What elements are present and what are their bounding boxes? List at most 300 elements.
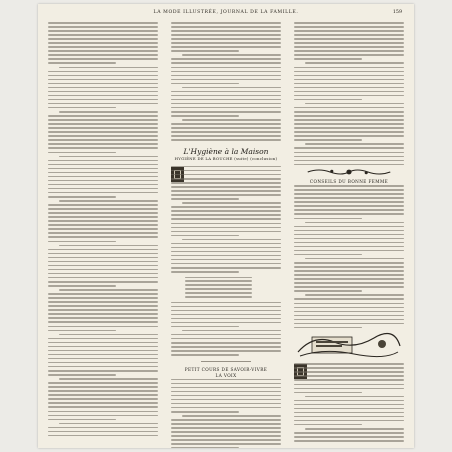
- text-line: [48, 204, 158, 206]
- text-line: [59, 423, 158, 425]
- text-line: [294, 234, 404, 236]
- text-line: [59, 200, 158, 202]
- text-line: [294, 298, 404, 300]
- text-line: [48, 431, 158, 433]
- text-line: [294, 404, 404, 406]
- text-line: [171, 271, 239, 273]
- text-line: [171, 34, 281, 36]
- text-line: [171, 46, 281, 48]
- table-line: [185, 280, 252, 282]
- text-line: [48, 196, 116, 198]
- hygiene-article-text-end: [171, 302, 281, 356]
- text-line: [171, 231, 281, 233]
- text-line: [171, 71, 281, 73]
- text-line: [48, 107, 116, 109]
- text-line: [294, 67, 404, 69]
- text-line: [59, 334, 158, 336]
- chronique-text: [294, 363, 404, 441]
- text-line: [48, 313, 158, 315]
- text-line: [171, 354, 239, 356]
- text-line: [48, 366, 158, 368]
- text-line: [294, 58, 362, 60]
- text-line: [48, 71, 158, 73]
- text-line: [294, 278, 404, 280]
- conseils-text: [294, 185, 404, 328]
- table-line: [185, 277, 252, 279]
- text-line: [171, 419, 281, 421]
- text-line: [48, 330, 116, 332]
- text-line: [48, 406, 158, 408]
- text-line: [48, 216, 158, 218]
- text-line: [171, 210, 281, 212]
- text-line: [48, 435, 158, 437]
- text-line: [171, 99, 281, 101]
- text-line: [294, 412, 404, 414]
- text-line: [294, 408, 404, 410]
- text-line: [294, 160, 404, 162]
- table-line: [185, 288, 252, 290]
- text-line: [294, 38, 404, 40]
- text-line: [294, 135, 404, 137]
- text-line: [182, 202, 281, 204]
- text-line: [294, 282, 404, 284]
- text-line: [48, 386, 158, 388]
- text-line: [48, 321, 158, 323]
- hygiene-article: [171, 166, 281, 273]
- text-line: [48, 38, 158, 40]
- text-line: [305, 62, 404, 64]
- text-line: [294, 193, 404, 195]
- text-line: [171, 346, 281, 348]
- text-line: [171, 310, 281, 312]
- text-line: [294, 327, 362, 329]
- text-line: [171, 302, 281, 304]
- column-middle-text-top: [171, 22, 281, 141]
- text-line: [171, 83, 239, 85]
- text-line: [48, 143, 158, 145]
- text-line: [294, 91, 404, 93]
- text-line: [171, 194, 281, 196]
- text-line: [171, 235, 239, 237]
- column-left: [48, 22, 158, 442]
- text-line: [171, 135, 281, 137]
- text-line: [171, 399, 281, 401]
- text-line: [294, 46, 404, 48]
- text-line: [171, 391, 281, 393]
- text-line: [171, 306, 281, 308]
- text-line: [48, 241, 116, 243]
- text-line: [171, 38, 281, 40]
- text-line: [294, 226, 404, 228]
- text-line: [48, 58, 158, 60]
- text-line: [48, 83, 158, 85]
- text-line: [294, 139, 362, 141]
- text-line: [171, 26, 281, 28]
- text-line: [294, 420, 404, 422]
- text-line: [294, 50, 404, 52]
- text-line: [48, 54, 158, 56]
- hygiene-heading: [171, 147, 281, 162]
- text-line: [48, 342, 158, 344]
- text-line: [182, 87, 281, 89]
- text-line: [48, 257, 158, 259]
- page-header: [38, 10, 414, 22]
- text-line: [294, 197, 404, 199]
- text-line: [294, 119, 404, 121]
- text-line: [48, 22, 158, 24]
- text-line: [171, 206, 281, 208]
- savoir-vivre-title: PETIT COURS DE SAVOIR-VIVRE: [184, 366, 268, 372]
- text-line: [48, 362, 158, 364]
- column-middle: [171, 22, 281, 442]
- text-line: [48, 277, 158, 279]
- text-line: [48, 273, 158, 275]
- text-line: [171, 447, 239, 448]
- text-line: [294, 323, 404, 325]
- text-line: [171, 22, 281, 24]
- text-line: [182, 239, 281, 241]
- text-line: [48, 326, 158, 328]
- text-line: [48, 220, 158, 222]
- text-line: [294, 367, 404, 369]
- text-line: [171, 58, 281, 60]
- text-line: [48, 152, 116, 154]
- chronique-vignette: [294, 332, 404, 360]
- text-line: [294, 400, 404, 402]
- text-line: [48, 394, 158, 396]
- text-line: [48, 147, 158, 149]
- text-line: [171, 334, 281, 336]
- text-line: [294, 266, 404, 268]
- text-line: [171, 178, 281, 180]
- text-line: [48, 224, 158, 226]
- text-line: [294, 262, 404, 264]
- text-line: [294, 424, 362, 426]
- text-line: [294, 54, 404, 56]
- text-line: [171, 338, 281, 340]
- text-line: [48, 317, 158, 319]
- text-line: [294, 311, 404, 313]
- text-line: [171, 411, 239, 413]
- text-line: [294, 164, 404, 166]
- section-divider: [201, 361, 251, 362]
- text-line: [171, 247, 281, 249]
- text-line: [294, 30, 404, 32]
- text-line: [171, 103, 281, 105]
- savoir-vivre-heading: [171, 367, 281, 379]
- text-line: [171, 342, 281, 344]
- text-line: [294, 242, 404, 244]
- text-line: [294, 131, 404, 133]
- text-line: [171, 166, 281, 168]
- text-line: [171, 403, 281, 405]
- text-line: [294, 250, 404, 252]
- text-line: [171, 30, 281, 32]
- text-line: [294, 111, 404, 113]
- text-line: [171, 190, 281, 192]
- text-line: [294, 79, 404, 81]
- text-line: [171, 318, 281, 320]
- text-line: [294, 75, 404, 77]
- text-line: [48, 188, 158, 190]
- text-line: [294, 87, 404, 89]
- magazine-page: [38, 4, 414, 448]
- text-line: [171, 255, 281, 257]
- text-line: [171, 75, 281, 77]
- text-line: [294, 205, 404, 207]
- hygiene-title: L'Hygiène à la Maison: [183, 146, 269, 156]
- text-line: [171, 111, 281, 113]
- text-line: [48, 269, 158, 271]
- text-line: [48, 370, 158, 372]
- text-line: [48, 87, 158, 89]
- text-line: [48, 411, 158, 413]
- text-line: [48, 208, 158, 210]
- text-line: [294, 26, 404, 28]
- text-line: [294, 379, 404, 381]
- text-line: [294, 71, 404, 73]
- text-line: [171, 67, 281, 69]
- text-line: [294, 307, 404, 309]
- text-line: [48, 123, 158, 125]
- text-line: [294, 432, 404, 434]
- hygiene-subtitle: HYGIÈNE DE LA BOUCHE (suite) (conclusion): [174, 155, 278, 161]
- savoir-vivre-text: [171, 379, 281, 448]
- text-line: [294, 107, 404, 109]
- text-line: [171, 62, 281, 64]
- text-line: [171, 314, 281, 316]
- text-line: [294, 156, 404, 158]
- text-line: [294, 416, 404, 418]
- text-line: [59, 111, 158, 113]
- text-line: [294, 290, 362, 292]
- text-line: [48, 253, 158, 255]
- table-line: [185, 296, 252, 298]
- text-line: [171, 115, 239, 117]
- text-line: [171, 182, 281, 184]
- text-line: [294, 209, 404, 211]
- text-line: [48, 184, 158, 186]
- text-line: [171, 107, 281, 109]
- text-line: [171, 170, 281, 172]
- column-left-text: [48, 22, 158, 436]
- text-line: [182, 415, 281, 417]
- text-line: [171, 407, 281, 409]
- text-line: [171, 263, 281, 265]
- hygiene-table: [185, 277, 267, 298]
- text-line: [171, 427, 281, 429]
- text-line: [294, 436, 404, 438]
- text-line: [48, 261, 158, 263]
- text-line: [294, 127, 404, 129]
- page-number: 159: [392, 10, 402, 15]
- text-line: [294, 303, 404, 305]
- text-line: [305, 258, 404, 260]
- text-line: [59, 156, 158, 158]
- floral-ornament: [306, 168, 392, 176]
- text-line: [294, 147, 404, 149]
- text-line: [294, 115, 404, 117]
- text-line: [171, 127, 281, 129]
- text-line: [294, 238, 404, 240]
- text-line: [171, 431, 281, 433]
- text-line: [171, 326, 239, 328]
- text-line: [48, 75, 158, 77]
- text-line: [48, 34, 158, 36]
- text-line: [48, 42, 158, 44]
- text-line: [171, 251, 281, 253]
- text-line: [48, 62, 116, 64]
- text-line: [294, 254, 362, 256]
- text-line: [294, 392, 362, 394]
- text-line: [48, 305, 158, 307]
- text-line: [48, 160, 158, 162]
- text-line: [294, 371, 404, 373]
- text-line: [48, 374, 116, 376]
- text-line: [48, 127, 158, 129]
- text-line: [171, 198, 239, 200]
- text-line: [59, 378, 158, 380]
- text-line: [294, 286, 404, 288]
- text-line: [48, 46, 158, 48]
- text-line: [48, 419, 116, 421]
- text-line: [48, 415, 158, 417]
- text-line: [48, 281, 158, 283]
- text-line: [171, 243, 281, 245]
- text-line: [171, 223, 281, 225]
- text-line: [171, 214, 281, 216]
- text-line: [48, 91, 158, 93]
- text-line: [48, 135, 158, 137]
- text-line: [48, 285, 116, 287]
- text-line: [182, 330, 281, 332]
- text-line: [171, 322, 281, 324]
- text-line: [48, 402, 158, 404]
- text-line: [48, 338, 158, 340]
- text-line: [48, 180, 158, 182]
- text-line: [171, 379, 281, 381]
- text-line: [59, 245, 158, 247]
- text-line: [294, 201, 404, 203]
- column-right: [294, 22, 404, 442]
- text-line: [171, 42, 281, 44]
- text-line: [48, 398, 158, 400]
- table-line: [185, 284, 252, 286]
- text-line: [171, 218, 281, 220]
- text-line: [48, 301, 158, 303]
- text-line: [294, 375, 404, 377]
- text-line: [294, 363, 404, 365]
- text-line: [48, 309, 158, 311]
- text-line: [48, 115, 158, 117]
- text-line: [48, 50, 158, 52]
- text-line: [48, 168, 158, 170]
- column-right-text-top: [294, 22, 404, 165]
- savoir-vivre-subtitle: LA VOIX: [215, 372, 237, 378]
- text-line: [294, 440, 404, 442]
- text-line: [171, 227, 281, 229]
- text-line: [171, 443, 281, 445]
- text-line: [294, 189, 404, 191]
- text-line: [305, 143, 404, 145]
- text-line: [294, 95, 404, 97]
- text-line: [48, 358, 158, 360]
- text-line: [171, 91, 281, 93]
- text-line: [48, 176, 158, 178]
- text-line: [48, 346, 158, 348]
- text-line: [294, 246, 404, 248]
- text-line: [48, 382, 158, 384]
- text-line: [48, 99, 158, 101]
- text-line: [305, 396, 404, 398]
- text-line: [294, 230, 404, 232]
- text-line: [171, 267, 281, 269]
- text-line: [182, 119, 281, 121]
- text-line: [294, 274, 404, 276]
- text-line: [171, 79, 281, 81]
- text-line: [48, 30, 158, 32]
- text-line: [294, 22, 404, 24]
- text-line: [294, 42, 404, 44]
- text-line: [171, 395, 281, 397]
- text-line: [171, 123, 281, 125]
- text-line: [294, 213, 404, 215]
- text-line: [48, 232, 158, 234]
- conseils-title: CONSEILS DU BONNE FEMME: [309, 179, 389, 185]
- text-line: [48, 249, 158, 251]
- text-line: [294, 319, 404, 321]
- text-line: [48, 119, 158, 121]
- text-line: [171, 423, 281, 425]
- text-line: [48, 265, 158, 267]
- text-line: [48, 172, 158, 174]
- text-line: [171, 435, 281, 437]
- text-line: [182, 54, 281, 56]
- chronique-article: [294, 363, 404, 441]
- text-line: [171, 139, 281, 141]
- text-line: [171, 131, 281, 133]
- text-line: [294, 384, 404, 386]
- text-line: [48, 79, 158, 81]
- text-line: [171, 383, 281, 385]
- text-line: [294, 83, 404, 85]
- text-line: [171, 174, 281, 176]
- text-line: [48, 26, 158, 28]
- text-line: [294, 315, 404, 317]
- text-line: [305, 428, 404, 430]
- text-line: [294, 123, 404, 125]
- text-line: [48, 139, 158, 141]
- text-line: [48, 103, 158, 105]
- text-line: [171, 259, 281, 261]
- text-line: [294, 270, 404, 272]
- text-line: [171, 50, 239, 52]
- text-line: [48, 212, 158, 214]
- text-line: [171, 387, 281, 389]
- text-line: [48, 95, 158, 97]
- text-line: [48, 427, 158, 429]
- text-line: [294, 152, 404, 154]
- text-line: [48, 192, 158, 194]
- text-line: [171, 350, 281, 352]
- text-line: [48, 228, 158, 230]
- text-line: [305, 103, 404, 105]
- text-line: [305, 222, 404, 224]
- text-line: [59, 289, 158, 291]
- text-line: [48, 350, 158, 352]
- text-line: [48, 297, 158, 299]
- text-line: [48, 131, 158, 133]
